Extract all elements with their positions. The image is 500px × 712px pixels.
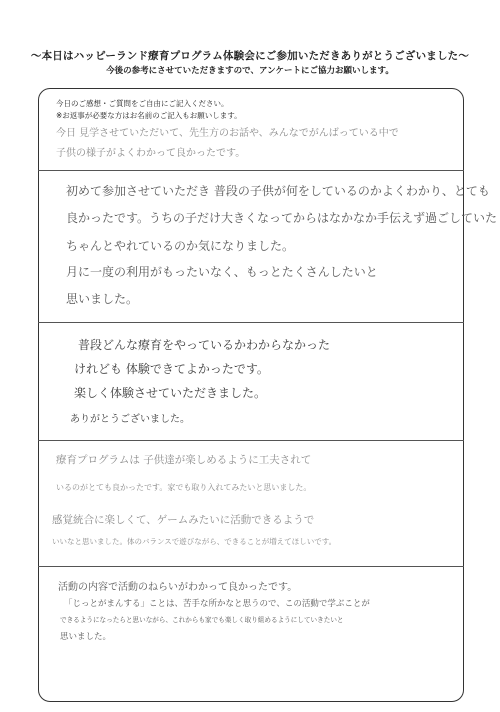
response-4-line-4: いいなと思いました。体のバランスで遊びながら、できることが増えてほしいです。 <box>52 537 337 546</box>
section-divider-3 <box>38 440 464 441</box>
response-1-line-2: 子供の様子がよくわかって良かったです。 <box>56 148 246 159</box>
response-5-line-1: 活動の内容で活動のねらいがわかって良かったです。 <box>58 582 298 593</box>
response-4-line-3: 感覚統合に楽しくて、ゲームみたいに活動できるようで <box>52 514 315 526</box>
response-1-line-1: 今日 見学させていただいて、先生方のお話や、みんなでがんばっている中で <box>56 128 399 139</box>
response-2-line-4: 月に一度の利用がもったいなく、もっとたくさんしたいと <box>66 265 378 279</box>
form-title: ～本日はハッピーランド療育プログラム体験会にご参加いただきありがとうございました～ <box>30 50 470 62</box>
form-instruction-1: 今日のご感想・ご質問をご自由にご記入ください。 <box>56 99 229 108</box>
response-4-line-1: 療育プログラムは 子供達が楽しめるように工夫されて <box>56 454 312 466</box>
response-3-line-3: 楽しく体験させていただきました。 <box>74 386 267 400</box>
response-2-line-1: 初めて参加させていただき 普段の子供が何をしているのかよくわかり、とても <box>66 184 490 198</box>
response-3-line-4: ありがとうございました。 <box>70 414 190 425</box>
section-divider-1 <box>38 170 464 171</box>
response-3-line-1: 普段どんな療育をやっているかわからなかった <box>78 338 331 352</box>
form-subtitle: 今後の参考にさせていただきますので、アンケートにご協力お願いします。 <box>106 66 394 76</box>
response-2-line-2: 良かったです。うちの子だけ大きくなってからはなかなか手伝えず過ごしていた <box>66 211 498 225</box>
response-3-line-2: けれども 体験できてよかったです。 <box>74 362 269 376</box>
form-instruction-2: ※お返事が必要な方はお名前のご記入もお願いします。 <box>56 111 242 120</box>
section-divider-2 <box>38 322 464 323</box>
response-5-line-3: できるようになったらと思いながら、これからも家でも楽しく取り組めるようにしていきたいと <box>60 616 344 624</box>
response-5-line-2: 「じっとがまんする」ことは、苦手な所かなと思うので、この活動で学ぶことが <box>64 599 370 609</box>
response-5-line-4: 思いました。 <box>60 632 112 642</box>
response-4-line-2: いるのがとても良かったです。家でも取り入れてみたいと思いました。 <box>56 483 312 492</box>
response-2-line-3: ちゃんとやれているのか気になりました。 <box>66 239 295 253</box>
response-2-line-5: 思いました。 <box>66 292 139 306</box>
section-divider-4 <box>38 566 464 567</box>
